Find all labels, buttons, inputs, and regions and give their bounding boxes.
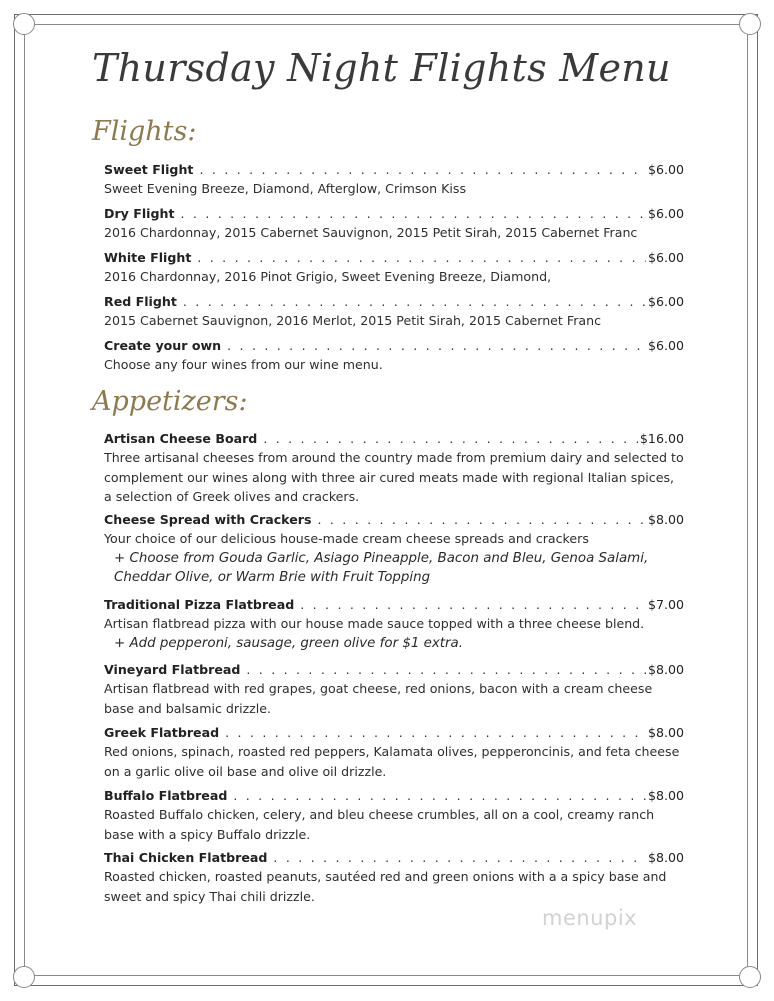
item-price: $8.00 (647, 725, 684, 740)
menu-item-greek-flatbread (104, 723, 684, 781)
item-price: $6.00 (647, 250, 684, 265)
dot-leader (181, 204, 646, 223)
menu-item-dry-flight (104, 204, 684, 243)
item-description: Roasted Buffalo chicken, celery, and bleu cheese crumbles, all on a cool, creamy ranch base with a spicy Buffalo drizzle. (104, 807, 655, 842)
dot-leader (197, 248, 646, 267)
menu-item-create-your-own (104, 336, 684, 375)
menu-item-red-flight (104, 292, 684, 331)
item-price: $8.00 (647, 788, 684, 803)
item-name: Dry Flight (104, 206, 175, 221)
dot-leader (300, 595, 646, 614)
dot-leader (263, 429, 638, 448)
menu-item-thai-chicken-flatbread (104, 848, 684, 906)
item-description: Artisan flatbread with red grapes, goat cheese, red onions, bacon with a cream cheese base and balsamic drizzle. (104, 681, 653, 716)
item-name: Thai Chicken Flatbread (104, 850, 268, 865)
menu-item-cheese-spread (104, 510, 684, 587)
item-description: Choose any four wines from our wine menu. (104, 357, 383, 373)
item-name: Cheese Spread with Crackers (104, 512, 312, 527)
menupix-watermark: menupix (542, 906, 638, 930)
menu-item-vineyard-flatbread (104, 660, 684, 718)
item-price: $6.00 (647, 206, 684, 221)
dot-leader (183, 292, 646, 311)
item-price: $6.00 (647, 338, 684, 353)
item-price: $16.00 (639, 431, 684, 446)
item-price: $6.00 (647, 294, 684, 309)
item-price: $7.00 (647, 597, 684, 612)
item-name: Create your own (104, 338, 222, 353)
menu-item-sweet-flight (104, 160, 684, 199)
dot-leader (225, 723, 646, 742)
menu-item-traditional-pizza-flatbread (104, 595, 684, 653)
corner-ornament-bottom-right (739, 966, 761, 988)
item-name: Vineyard Flatbread (104, 662, 241, 677)
menu-item-buffalo-flatbread (104, 786, 684, 844)
item-description: Roasted chicken, roasted peanuts, sautéed red and green onions with a a spicy base and sweet and spicy Thai chili drizzle. (104, 869, 667, 904)
item-add-on-note: + Choose from Gouda Garlic, Asiago Pineapple, Bacon and Bleu, Genoa Salami, Cheddar Olive, or Warm Brie with Fruit Topping (114, 550, 649, 585)
item-name: Buffalo Flatbread (104, 788, 228, 803)
item-description: Red onions, spinach, roasted red peppers, Kalamata olives, pepperoncinis, and feta cheese on a garlic olive oil base and olive oil drizzle. (104, 744, 680, 779)
dot-leader (317, 510, 645, 529)
menu-item-white-flight (104, 248, 684, 287)
item-description: 2016 Chardonnay, 2015 Cabernet Sauvignon, 2015 Petit Sirah, 2015 Cabernet Franc (104, 225, 638, 241)
item-name: Greek Flatbread (104, 725, 220, 740)
flights-heading: Flights: (92, 116, 197, 147)
item-name: White Flight (104, 250, 192, 265)
page-title: Thursday Night Flights Menu (92, 46, 671, 90)
item-description: Sweet Evening Breeze, Diamond, Afterglow, Crimson Kiss (104, 181, 467, 197)
item-name: Artisan Cheese Board (104, 431, 258, 446)
item-price: $8.00 (647, 850, 684, 865)
corner-ornament-top-left (13, 13, 35, 35)
item-price: $6.00 (647, 162, 684, 177)
dot-leader (199, 160, 646, 179)
item-description: Three artisanal cheeses from around the country made from premium dairy and selected to complement our wines along with three air cured meats made with regional Italian spices, a selection of Greek olives and crackers. (104, 450, 684, 504)
item-description: 2015 Cabernet Sauvignon, 2016 Merlot, 2015 Petit Sirah, 2015 Cabernet Franc (104, 313, 602, 329)
dot-leader (273, 848, 646, 867)
item-name: Sweet Flight (104, 162, 194, 177)
menu-item-artisan-cheese-board (104, 429, 684, 506)
item-description: 2016 Chardonnay, 2016 Pinot Grigio, Sweet Evening Breeze, Diamond, (104, 269, 552, 285)
item-price: $8.00 (647, 662, 684, 677)
dot-leader (233, 786, 646, 805)
corner-ornament-bottom-left (13, 966, 35, 988)
item-description: Artisan flatbread pizza with our house made sauce topped with a three cheese blend. (104, 616, 645, 632)
dot-leader (246, 660, 646, 679)
item-name: Traditional Pizza Flatbread (104, 597, 295, 612)
dot-leader (227, 336, 646, 355)
item-price: $8.00 (647, 512, 684, 527)
item-name: Red Flight (104, 294, 177, 309)
corner-ornament-top-right (739, 13, 761, 35)
item-description: Your choice of our delicious house-made cream cheese spreads and crackers (104, 531, 589, 547)
item-add-on-note: + Add pepperoni, sausage, green olive for $1 extra. (114, 635, 464, 651)
appetizers-heading: Appetizers: (92, 386, 248, 417)
